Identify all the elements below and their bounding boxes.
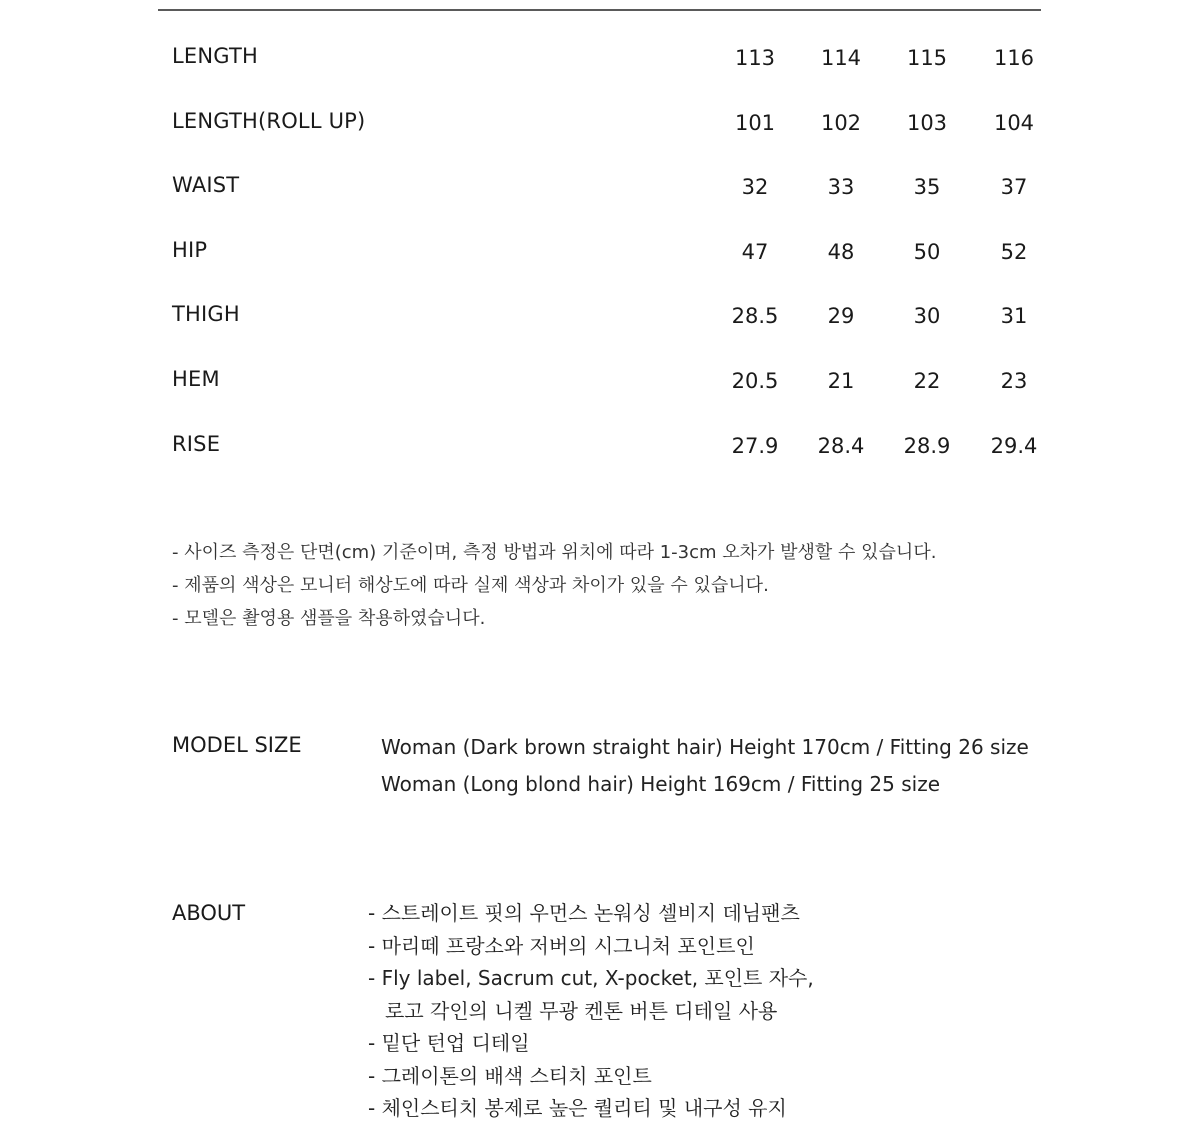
size-value: 33: [827, 175, 855, 200]
about-label: ABOUT: [172, 901, 246, 925]
size-value: 27.9: [731, 433, 779, 458]
model-size-label: MODEL SIZE: [172, 733, 302, 757]
about-line: 로고 각인의 니켈 무광 켄톤 버튼 디테일 사용: [385, 998, 778, 1023]
size-value: 116: [993, 46, 1035, 70]
size-value: 28.9: [903, 433, 951, 458]
size-value: 30: [913, 304, 941, 329]
about-line: - 밑단 턴업 디테일: [368, 1031, 530, 1055]
size-value: 35: [913, 175, 941, 200]
about-line: - 마리떼 프랑소와 저버의 시그니처 포인트인: [368, 933, 755, 958]
size-row-thigh: [172, 296, 1052, 361]
model-line: Woman (Long blond hair) Height 169cm / Fitting 25 size: [381, 772, 940, 796]
note-line: - 모델은 촬영용 샘플을 착용하였습니다.: [172, 608, 486, 629]
measure-label: LENGTH: [172, 44, 259, 68]
size-value: 29.4: [990, 433, 1038, 458]
size-value: 114: [820, 46, 862, 70]
note-line: - 제품의 색상은 모니터 해상도에 따라 실제 색상과 차이가 있을 수 있습니다.: [172, 575, 769, 596]
model-line: Woman (Dark brown straight hair) Height 170cm / Fitting 26 size: [381, 735, 1029, 759]
size-row-length: [172, 38, 1052, 103]
size-notes: [172, 539, 936, 638]
size-value: 37: [1000, 175, 1028, 200]
measure-label: THIGH: [172, 302, 240, 327]
size-value: 102: [820, 110, 862, 135]
about-line: - 그레이톤의 배색 스티치 포인트: [368, 1063, 652, 1088]
size-row-hem: [172, 361, 1052, 426]
size-table: [172, 38, 1052, 490]
model-size-details: [381, 731, 1029, 805]
measure-label: WAIST: [172, 173, 240, 198]
size-value: 113: [734, 46, 776, 70]
size-value: 48: [827, 239, 855, 264]
size-value: 50: [913, 239, 941, 264]
size-value: 28.4: [817, 433, 865, 458]
size-value: 22: [913, 368, 941, 393]
measure-label: HIP: [172, 237, 208, 262]
measure-label: LENGTH(ROLL UP): [172, 108, 366, 133]
size-value: 47: [741, 239, 769, 264]
size-row-length-roll-up: [172, 103, 1052, 168]
size-value: 31: [1000, 304, 1028, 329]
size-row-rise: [172, 426, 1052, 491]
about-line: - 체인스티치 봉제로 높은 퀄리티 및 내구성 유지: [368, 1096, 787, 1120]
about-details: [368, 898, 814, 1126]
size-value: 28.5: [731, 304, 779, 329]
size-value: 23: [1000, 368, 1028, 393]
about-line: - Fly label, Sacrum cut, X-pocket, 포인트 자수,: [368, 966, 814, 990]
note-line: - 사이즈 측정은 단면(cm) 기준이며, 측정 방법과 위치에 따라 1-3cm 오차가 발생할 수 있습니다.: [172, 542, 937, 563]
measure-label: RISE: [172, 431, 221, 456]
about-line: - 스트레이트 핏의 우먼스 논워싱 셀비지 데님팬츠: [368, 901, 800, 925]
size-value: 103: [906, 110, 948, 135]
size-value: 32: [741, 175, 769, 200]
size-value: 115: [906, 46, 948, 70]
measure-label: HEM: [172, 366, 220, 391]
size-value: 52: [1000, 239, 1028, 264]
top-divider: [158, 9, 1041, 11]
size-value: 101: [734, 110, 776, 135]
size-value: 21: [827, 368, 855, 393]
size-value: 20.5: [731, 368, 779, 393]
size-row-waist: [172, 167, 1052, 232]
size-row-hip: [172, 232, 1052, 297]
size-value: 104: [993, 110, 1035, 135]
size-value: 29: [827, 304, 855, 329]
